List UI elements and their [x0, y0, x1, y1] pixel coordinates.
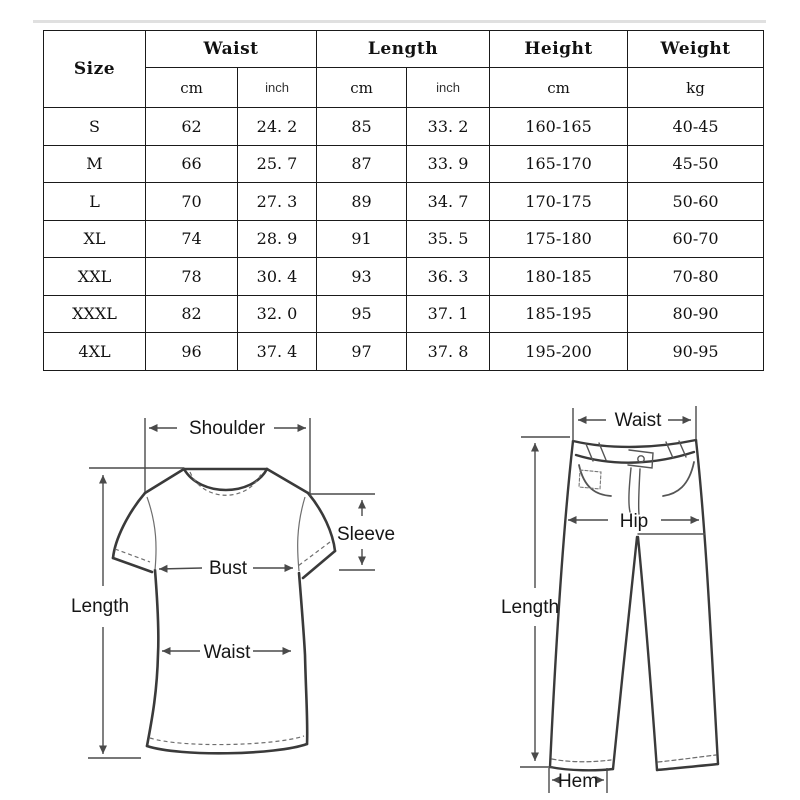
tshirt-left-armhole-seam [147, 497, 156, 570]
tshirt-labels [71, 418, 395, 663]
length-inch-cell: 34. 7 [407, 183, 490, 221]
length-unit-cm: cm [317, 68, 407, 108]
waist-cm-cell: 70 [146, 183, 238, 221]
waist-inch-cell: 24. 2 [238, 108, 317, 146]
height-cell: 195-200 [490, 333, 628, 371]
pants-waistband-bottom [576, 452, 694, 463]
tshirt-right-sleeve-outer [308, 493, 335, 551]
weight-cell: 60-70 [628, 220, 764, 258]
column-header-length: Length [317, 31, 490, 68]
weight-cell: 90-95 [628, 333, 764, 371]
tshirt-hem [147, 744, 307, 753]
tshirt-hem-stitch [150, 736, 304, 745]
tshirt-right-cuff-stitch [298, 542, 330, 566]
height-cell: 165-170 [490, 145, 628, 183]
waist-cm-cell: 96 [146, 333, 238, 371]
bust-arrow-left [159, 568, 202, 569]
size-cell: XL [44, 220, 146, 258]
pants-length-label: Length [500, 597, 560, 618]
pants-right-hem-stitch [658, 755, 716, 762]
tshirt-left-shoulder-slope [145, 469, 184, 493]
tshirt-left-side [147, 570, 158, 746]
pants-hem-label: Hem [557, 771, 599, 792]
waist-inch-cell: 28. 9 [238, 220, 317, 258]
tshirt-left-sleeve-outer [113, 493, 145, 558]
size-cell: 4XL [44, 333, 146, 371]
length-inch-cell: 35. 5 [407, 220, 490, 258]
shirt-shoulder-label: Shoulder [188, 418, 266, 439]
pants-left-pocket [579, 465, 611, 496]
size-cell: S [44, 108, 146, 146]
length-inch-cell: 36. 3 [407, 258, 490, 296]
height-cell: 170-175 [490, 183, 628, 221]
shirt-length-label: Length [70, 596, 130, 617]
pants-waist-label: Waist [614, 410, 662, 431]
pants-details [552, 441, 716, 762]
weight-cell: 80-90 [628, 295, 764, 333]
column-header-weight: Weight [628, 31, 764, 68]
size-cell: XXXL [44, 295, 146, 333]
pants-right-outer-seam [696, 440, 718, 764]
pants-left-inner-seam [613, 537, 637, 769]
waist-unit-cm: cm [146, 68, 238, 108]
length-unit-inch: inch [407, 68, 490, 108]
shirt-sleeve-label: Sleeve [336, 524, 396, 545]
column-header-waist: Waist [146, 31, 317, 68]
pants-button-tab [628, 450, 653, 468]
tshirt-stitch-details [115, 472, 330, 745]
length-cm-cell: 97 [317, 333, 407, 371]
pants-drawing [550, 440, 718, 770]
tshirt-neckline [184, 469, 267, 490]
weight-cell: 50-60 [628, 183, 764, 221]
length-cm-cell: 93 [317, 258, 407, 296]
length-cm-cell: 87 [317, 145, 407, 183]
length-cm-cell: 85 [317, 108, 407, 146]
pants-left-hem-stitch [552, 759, 611, 762]
waist-cm-cell: 66 [146, 145, 238, 183]
pants-fly-line-1 [629, 468, 631, 512]
pants-right-inner-seam [638, 537, 657, 770]
waist-cm-cell: 74 [146, 220, 238, 258]
tshirt-right-armhole-seam [298, 497, 305, 571]
height-cell: 175-180 [490, 220, 628, 258]
column-header-height: Height [490, 31, 628, 68]
size-cell: XXL [44, 258, 146, 296]
weight-cell: 70-80 [628, 258, 764, 296]
pants-right-hem [657, 764, 718, 770]
height-cell: 185-195 [490, 295, 628, 333]
weight-cell: 45-50 [628, 145, 764, 183]
waist-inch-cell: 27. 3 [238, 183, 317, 221]
pants-waistband-top [573, 440, 696, 447]
pants-labels [501, 410, 662, 792]
waist-inch-cell: 37. 4 [238, 333, 317, 371]
length-cm-cell: 91 [317, 220, 407, 258]
height-cell: 180-185 [490, 258, 628, 296]
waist-unit-inch: inch [238, 68, 317, 108]
waist-inch-cell: 32. 0 [238, 295, 317, 333]
length-inch-cell: 37. 1 [407, 295, 490, 333]
size-cell: L [44, 183, 146, 221]
length-inch-cell: 33. 2 [407, 108, 490, 146]
weight-unit-kg: kg [628, 68, 764, 108]
length-cm-cell: 89 [317, 183, 407, 221]
pants-left-hem [550, 767, 613, 770]
tshirt-right-cuff [303, 551, 335, 578]
weight-cell: 40-45 [628, 108, 764, 146]
waist-cm-cell: 82 [146, 295, 238, 333]
length-inch-cell: 33. 9 [407, 145, 490, 183]
pants-fly-line-2 [639, 469, 640, 514]
pants-coin-pocket [579, 470, 601, 489]
tshirt-left-cuff [113, 558, 152, 572]
waist-inch-cell: 30. 4 [238, 258, 317, 296]
height-unit-cm: cm [490, 68, 628, 108]
shirt-waist-label: Waist [203, 642, 251, 663]
column-header-size: Size [44, 31, 146, 108]
length-inch-cell: 37. 8 [407, 333, 490, 371]
height-cell: 160-165 [490, 108, 628, 146]
waist-inch-cell: 25. 7 [238, 145, 317, 183]
shirt-bust-label: Bust [208, 558, 248, 579]
waist-cm-cell: 62 [146, 108, 238, 146]
pants-right-pocket [663, 462, 694, 496]
waist-cm-cell: 78 [146, 258, 238, 296]
pants-hip-label: Hip [619, 511, 649, 532]
tshirt-right-side [299, 573, 307, 744]
tshirt-right-shoulder-slope [267, 469, 308, 493]
length-cm-cell: 95 [317, 295, 407, 333]
size-cell: M [44, 145, 146, 183]
